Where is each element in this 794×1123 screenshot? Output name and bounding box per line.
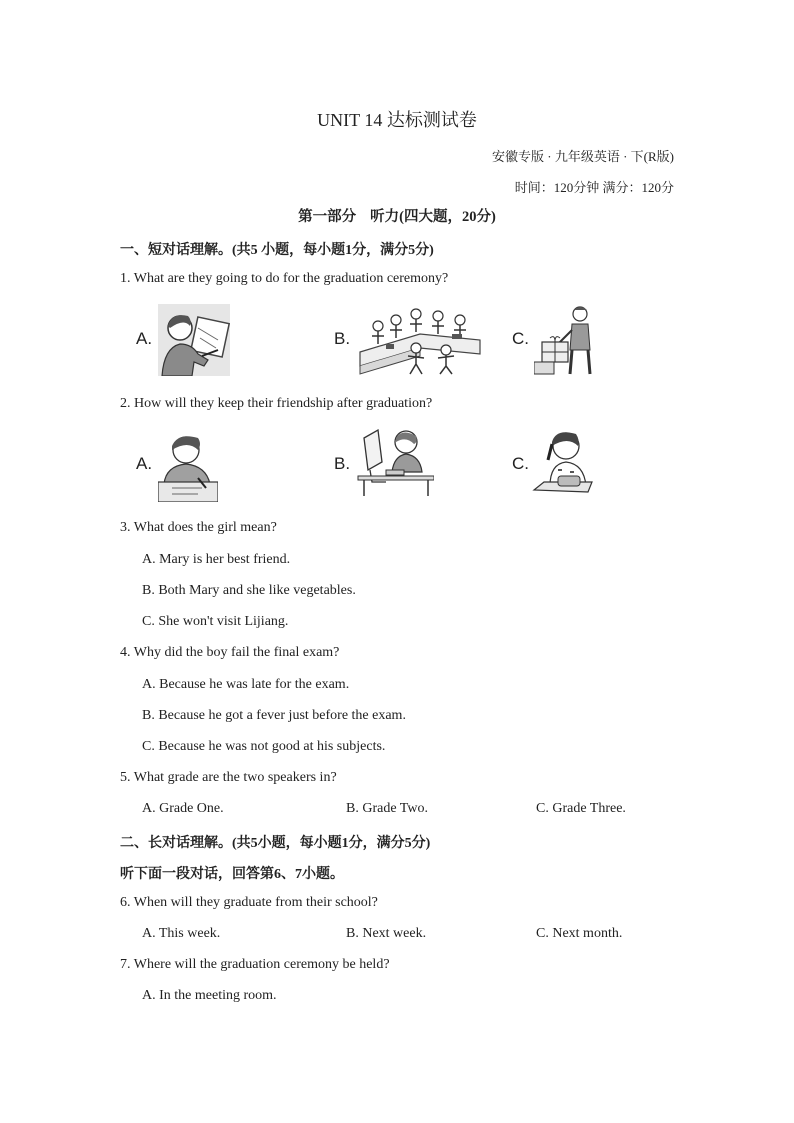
- q4-option-b: B. Because he got a fever just before the exam.: [142, 708, 406, 723]
- person-drawing-icon: [158, 304, 230, 376]
- q4-option-c: C. Because he was not good at his subjects.: [142, 739, 386, 754]
- q2-option-b-label: B.: [334, 454, 351, 473]
- q3-option-b: B. Both Mary and she like vegetables.: [142, 583, 356, 598]
- person-writing-letter-icon: [158, 426, 218, 502]
- question-6: 6. When will they graduate from their school?: [120, 895, 378, 910]
- part2-heading: 二、长对话理解。(共5小题，每小题1分，满分5分): [120, 836, 431, 851]
- q6-option-b: B. Next week.: [346, 926, 427, 941]
- q1-option-a-label: A.: [136, 329, 153, 348]
- part2-instruction: 听下面一段对话，回答第6、7小题。: [120, 867, 344, 882]
- q6-option-a: A. This week.: [142, 926, 221, 941]
- edition-info: 安徽专版 · 九年级英语 · 下(R版): [492, 149, 674, 164]
- q6-option-c: C. Next month.: [536, 926, 623, 941]
- q5-option-b: B. Grade Two.: [346, 801, 428, 816]
- question-3: 3. What does the girl mean?: [120, 520, 277, 535]
- part1-heading: 一、短对话理解。(共5 小题，每小题1分，满分5分): [120, 243, 434, 258]
- q3-option-c: C. She won't visit Lijiang.: [142, 614, 289, 629]
- question-1: 1. What are they going to do for the graduation ceremony?: [120, 271, 449, 286]
- q2-option-a-label: A.: [136, 454, 153, 473]
- q2-option-c-label: C.: [512, 454, 529, 473]
- q7-option-a: A. In the meeting room.: [142, 988, 277, 1003]
- q5-option-a: A. Grade One.: [142, 801, 224, 816]
- time-score-info: 时间：120分钟 满分：120分: [514, 180, 674, 195]
- question-5: 5. What grade are the two speakers in?: [120, 770, 337, 785]
- person-at-computer-icon: [356, 426, 434, 496]
- page-title: UNIT 14 达标测试卷: [317, 110, 477, 130]
- q3-option-a: A. Mary is her best friend.: [142, 552, 291, 567]
- person-with-gift-icon: [534, 304, 598, 376]
- boy-on-phone-icon: [532, 426, 594, 502]
- q1-option-c-label: C.: [512, 329, 529, 348]
- section-part-label: 第一部分: [298, 209, 357, 225]
- section-heading: [0, 205, 794, 226]
- people-dancing-icon: [356, 304, 484, 376]
- q1-option-b-label: B.: [334, 329, 351, 348]
- q4-option-a: A. Because he was late for the exam.: [142, 677, 350, 692]
- question-7: 7. Where will the graduation ceremony be held?: [120, 957, 390, 972]
- question-2: 2. How will they keep their friendship after graduation?: [120, 396, 433, 411]
- question-4: 4. Why did the boy fail the final exam?: [120, 645, 340, 660]
- section-part-title: 听力(四大题，20分): [370, 209, 496, 225]
- q5-option-c: C. Grade Three.: [536, 801, 626, 816]
